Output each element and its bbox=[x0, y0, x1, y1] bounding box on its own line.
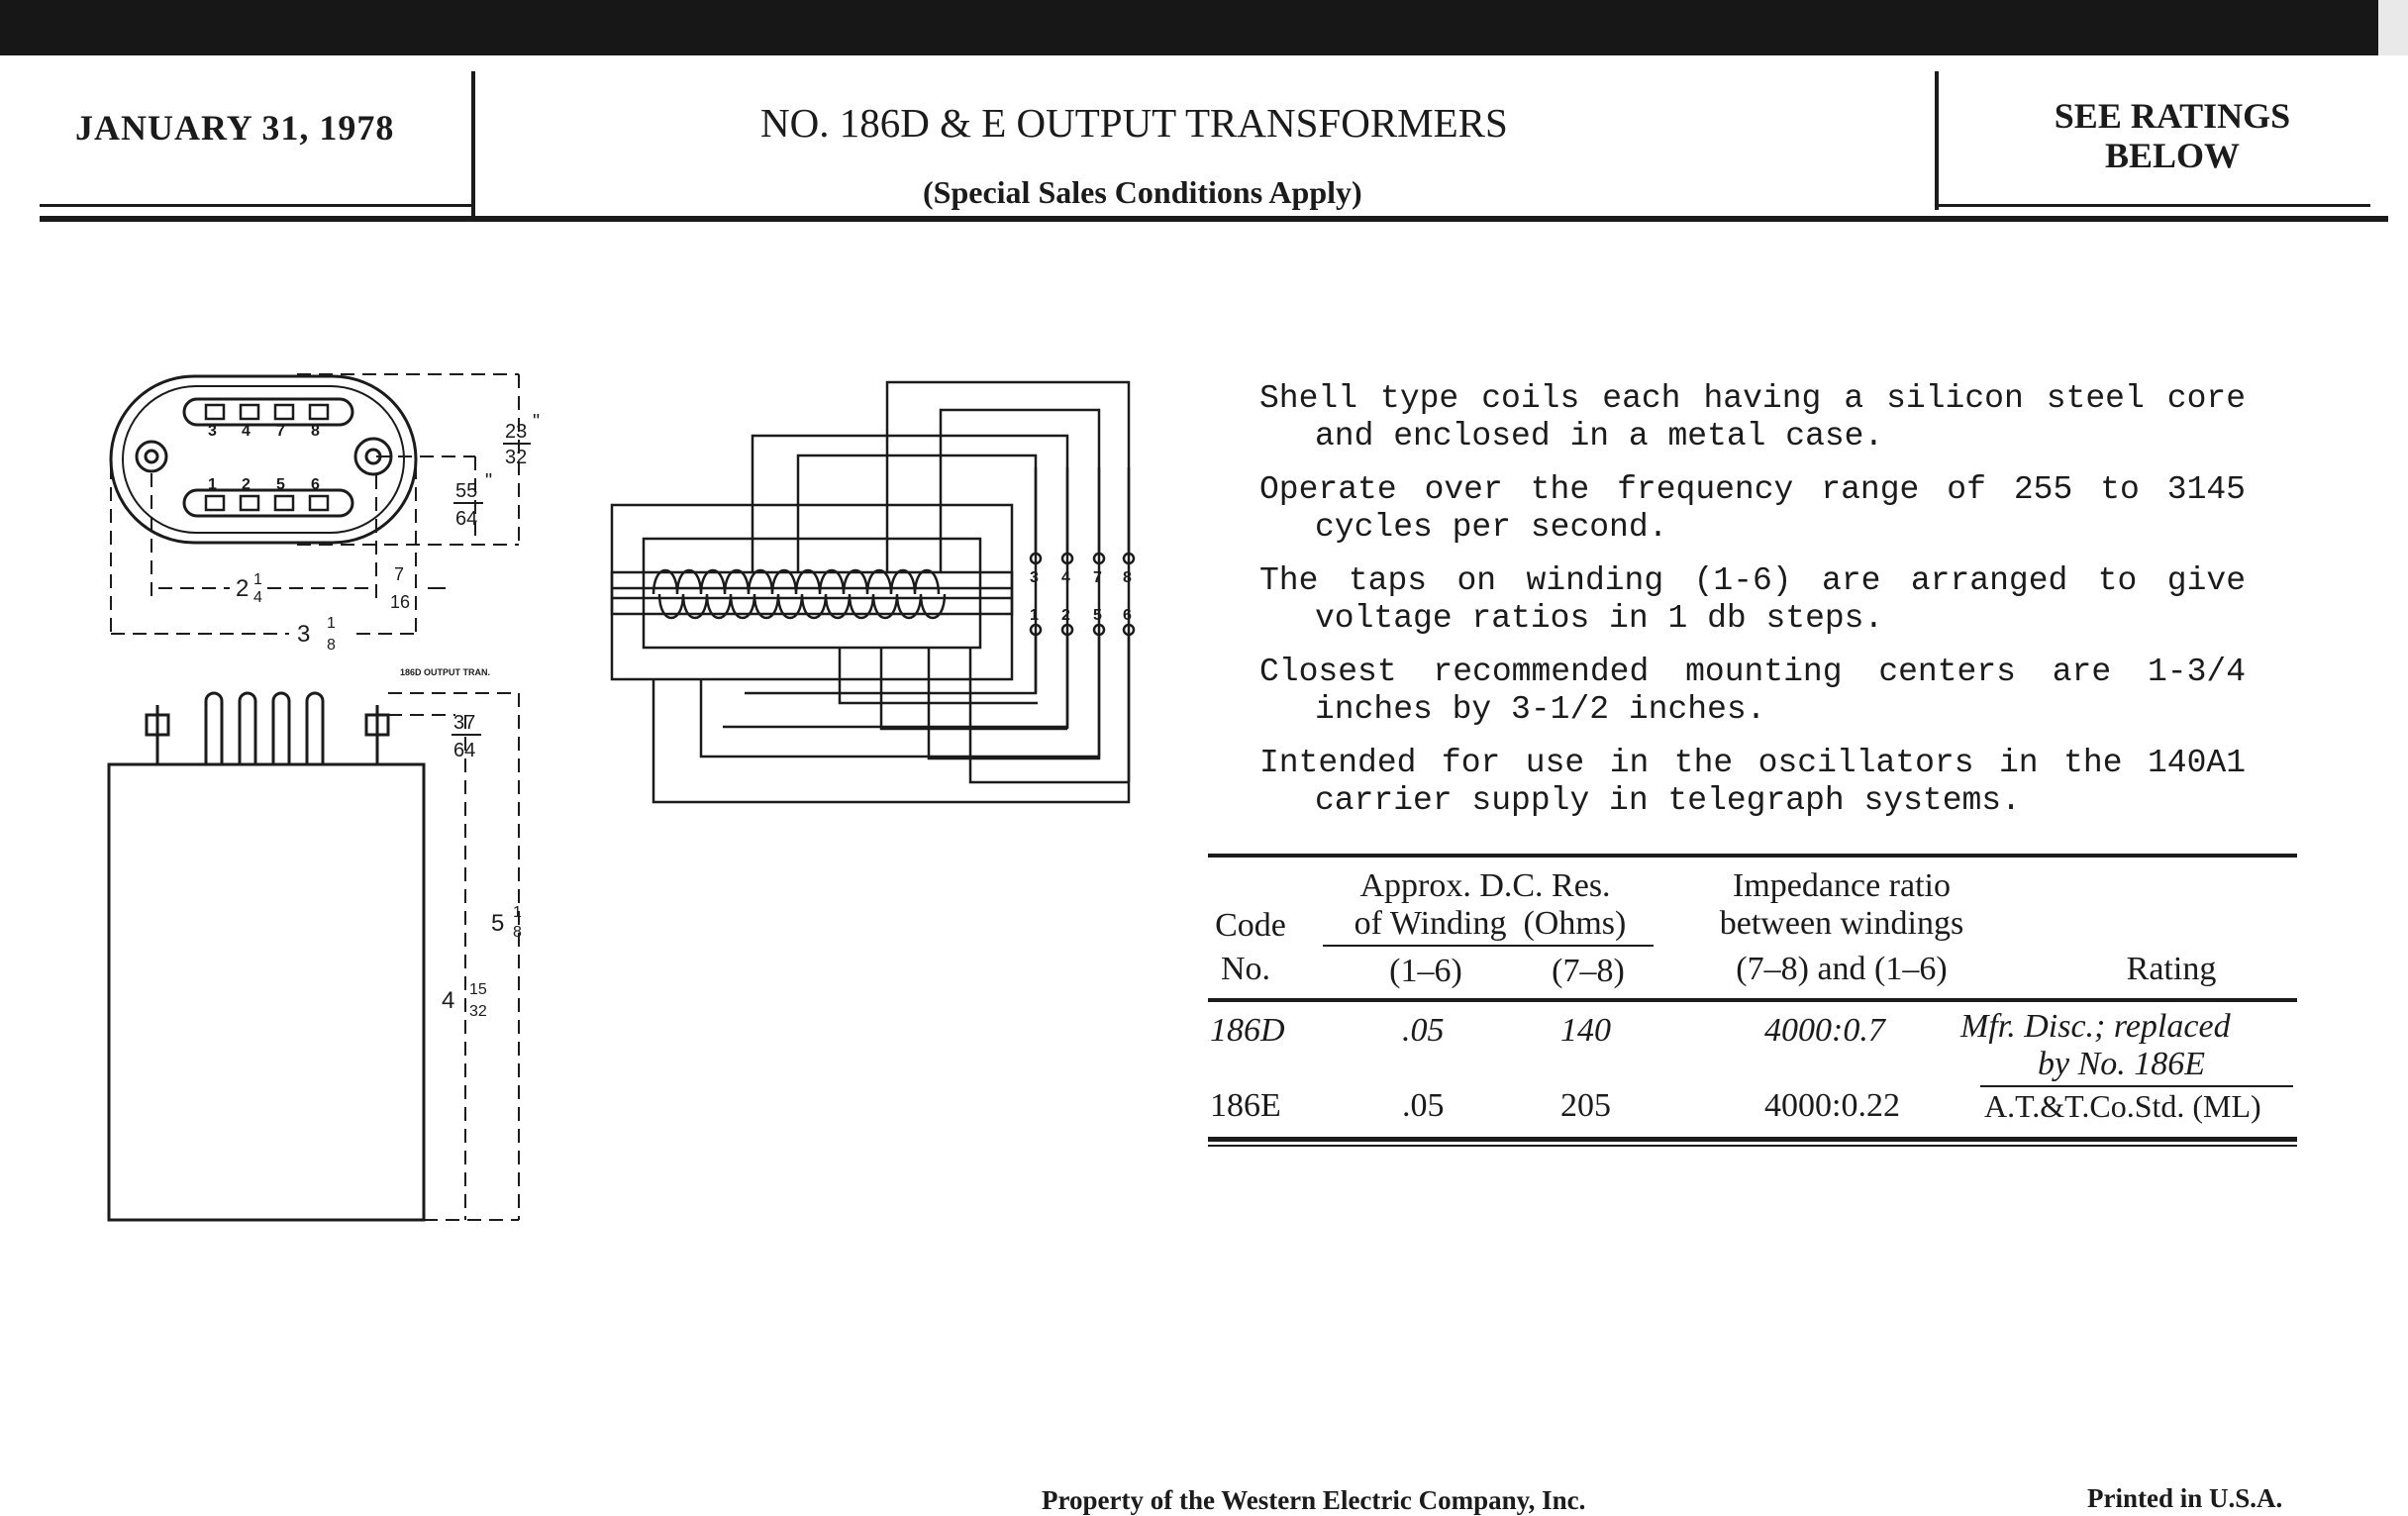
footer-printed: Printed in U.S.A. bbox=[2087, 1483, 2283, 1513]
row-186d-code: 186D bbox=[1210, 1012, 1285, 1049]
dim-height-5-den: 8 bbox=[513, 924, 522, 941]
schematic-label-bottom: 5 bbox=[1093, 607, 1102, 624]
dim-width-7-den: 16 bbox=[390, 592, 411, 612]
col-header-imp: Impedance ratio bbox=[1733, 867, 1951, 904]
row-186e-res78: 205 bbox=[1560, 1087, 1611, 1124]
status-line-1: SEE RATINGS bbox=[2054, 96, 2291, 136]
schematic-label-bottom: 2 bbox=[1061, 607, 1070, 624]
dim-23-num: 23 bbox=[505, 421, 528, 443]
description-paragraph: Intended for use in the oscillators in the 140A1 carrier supply in telegraph systems. bbox=[1259, 745, 2246, 819]
col-header-res-16: (1–6) bbox=[1389, 953, 1462, 989]
dim-width-2-num: 1 bbox=[253, 571, 262, 588]
schematic-label-bottom: 6 bbox=[1123, 607, 1132, 624]
description bbox=[1259, 380, 2246, 836]
row-186d-rating: Mfr. Disc.; replaced bbox=[1960, 1008, 2231, 1045]
dim-width-7-num: 7 bbox=[394, 564, 405, 584]
description-paragraph: Closest recommended mounting centers are 1-3/4 inches by 3-1/2 inches. bbox=[1259, 654, 2246, 728]
dim-width-3-num: 1 bbox=[327, 615, 336, 632]
page-title: NO. 186D & E OUTPUT TRANSFORMERS bbox=[760, 100, 1508, 146]
dim-width-2-den: 4 bbox=[253, 589, 262, 606]
col-header-rating: Rating bbox=[2126, 951, 2217, 987]
winding-schematic bbox=[612, 382, 1134, 802]
terminal-label-top: 3 bbox=[208, 423, 217, 440]
schematic-label-top: 4 bbox=[1061, 569, 1070, 586]
dim-height-4-den: 32 bbox=[469, 1003, 487, 1020]
schematic-label-top: 8 bbox=[1123, 569, 1132, 586]
dim-55-num: 55 bbox=[455, 480, 478, 502]
dim-height-4: 4 bbox=[442, 987, 455, 1014]
dim-37-den: 64 bbox=[453, 740, 476, 761]
schematic-label-top: 7 bbox=[1093, 569, 1102, 586]
terminal-label-top: 8 bbox=[311, 423, 320, 440]
dim-width-2: 2 bbox=[236, 575, 250, 602]
row-186d-ratio: 4000:0.7 bbox=[1764, 1012, 1885, 1049]
header-date: JANUARY 31, 1978 bbox=[75, 108, 395, 148]
row-186e-res16: .05 bbox=[1402, 1087, 1445, 1124]
dim-height-4-num: 15 bbox=[469, 981, 487, 998]
terminal-label-bottom: 1 bbox=[208, 476, 217, 493]
row-186e-rating: A.T.&T.Co.Std. (ML) bbox=[1984, 1088, 2261, 1124]
col-header-imp-2: between windings bbox=[1719, 905, 1964, 942]
table-bottom-rule bbox=[1208, 1137, 2297, 1142]
schematic-label-top: 3 bbox=[1030, 569, 1039, 586]
table-header-rule bbox=[1208, 998, 2297, 1002]
col-header-code: Code bbox=[1215, 907, 1286, 944]
col-header-res-2: of Winding (Ohms) bbox=[1354, 905, 1627, 942]
status-line-2: BELOW bbox=[2104, 136, 2241, 175]
dim-height-5-num: 1 bbox=[513, 904, 522, 921]
drawing-stamp: 186D OUTPUT TRAN. bbox=[400, 667, 491, 677]
table-top-rule bbox=[1208, 854, 2297, 858]
row-186e-code: 186E bbox=[1210, 1087, 1281, 1124]
mount-screw-left-icon bbox=[137, 442, 166, 471]
terminal-label-bottom: 6 bbox=[311, 476, 320, 493]
schematic-label-bottom: 1 bbox=[1030, 607, 1039, 624]
res-underline bbox=[1323, 945, 1654, 947]
col-header-code-no: No. bbox=[1220, 951, 1271, 987]
row-186d-res78: 140 bbox=[1560, 1012, 1611, 1049]
col-header-res: Approx. D.C. Res. bbox=[1359, 867, 1611, 904]
description-paragraph: The taps on winding (1-6) are arranged to give voltage ratios in 1 db steps. bbox=[1259, 562, 2246, 637]
terminal-label-bottom: 5 bbox=[276, 476, 285, 493]
description-paragraph: Shell type coils each having a silicon steel core and enclosed in a metal case. bbox=[1259, 380, 2246, 455]
dim-inch-mark: " bbox=[533, 411, 541, 433]
col-header-res-78: (7–8) bbox=[1552, 953, 1625, 989]
page-subtitle: (Special Sales Conditions Apply) bbox=[923, 174, 1362, 210]
terminal-label-bottom: 2 bbox=[242, 476, 251, 493]
dim-37-num: 37 bbox=[453, 712, 476, 734]
dim-23-den: 32 bbox=[505, 447, 528, 468]
table-bottom-rule-2 bbox=[1208, 1145, 2297, 1147]
dim-55-den: 64 bbox=[455, 508, 478, 530]
row-186d-rating-2: by No. 186E bbox=[2038, 1046, 2206, 1082]
dim-height-5: 5 bbox=[491, 910, 505, 937]
footer-property: Property of the Western Electric Company, Inc. bbox=[1042, 1485, 1586, 1515]
terminal-label-top: 7 bbox=[276, 423, 285, 440]
col-header-imp-3: (7–8) and (1–6) bbox=[1736, 951, 1948, 987]
dim-inch-mark: " bbox=[485, 470, 493, 492]
row-186e-ratio: 4000:0.22 bbox=[1764, 1087, 1900, 1124]
dim-width-3: 3 bbox=[297, 621, 311, 648]
description-paragraph: Operate over the frequency range of 255 to 3145 cycles per second. bbox=[1259, 471, 2246, 546]
row-186d-res16: .05 bbox=[1402, 1012, 1445, 1049]
dim-width-3-den: 8 bbox=[327, 637, 336, 654]
side-view-case bbox=[109, 764, 424, 1220]
terminal-label-top: 4 bbox=[242, 423, 251, 440]
